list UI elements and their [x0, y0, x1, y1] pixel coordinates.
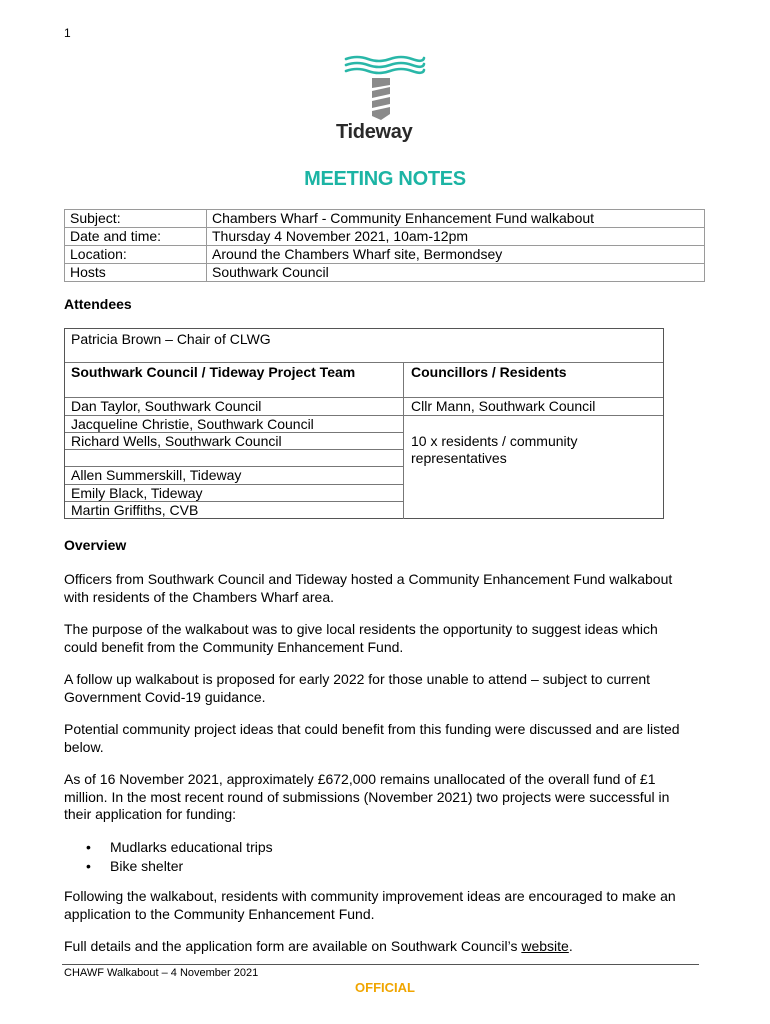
attendee-row: Richard Wells, Southwark Council — [71, 433, 282, 449]
overview-paragraph: The purpose of the walkabout was to give local residents the opportunity to suggest ideas which could benefit from the Community Enhancement Fund. — [64, 621, 658, 655]
residents-column-header: Councillors / Residents — [411, 364, 567, 380]
overview-paragraph: As of 16 November 2021, approximately £672,000 remains unallocated of the overall fund of £1 million. In the most recent round of submissions (November 2021) two projects were successful in their application for funding: — [64, 771, 670, 822]
hosts-value: Southwark Council — [207, 264, 705, 282]
overview-heading: Overview — [64, 537, 127, 553]
footer-divider — [62, 964, 699, 965]
divider — [404, 415, 663, 416]
team-column-header: Southwark Council / Tideway Project Team — [71, 364, 356, 380]
table-row — [65, 210, 705, 228]
chair-cell: Patricia Brown – Chair of CLWG — [71, 331, 271, 347]
location-label: Location: — [65, 246, 207, 264]
page-title: MEETING NOTES — [304, 168, 466, 190]
date-label: Date and time: — [65, 228, 207, 246]
location-value: Around the Chambers Wharf site, Bermondsey — [207, 246, 705, 264]
date-value: Thursday 4 November 2021, 10am-12pm — [207, 228, 705, 246]
subject-value: Chambers Wharf - Community Enhancement Fund walkabout — [207, 210, 705, 228]
website-link[interactable]: website — [521, 938, 569, 954]
column-divider — [403, 363, 404, 519]
closing-paragraph — [64, 938, 694, 956]
hosts-label: Hosts — [65, 264, 207, 282]
list-item: • Bike shelter — [64, 857, 273, 876]
overview-paragraph: A follow up walkabout is proposed for early 2022 for those unable to attend – subject to current Government Covid-19 guidance. — [64, 671, 651, 705]
attendee-row: Martin Griffiths, CVB — [71, 502, 199, 518]
attendee-row: Allen Summerskill, Tideway — [71, 467, 242, 483]
subject-label: Subject: — [65, 210, 207, 228]
attendees-table — [64, 328, 664, 519]
closing-text: Full details and the application form are available on Southwark Council’s — [64, 938, 522, 954]
residents-row-line1: 10 x residents / community — [411, 433, 578, 449]
overview-paragraph: Potential community project ideas that could benefit from this funding were discussed and are listed below. — [64, 721, 680, 755]
divider — [65, 449, 403, 450]
table-row — [65, 228, 705, 246]
footer-text: CHAWF Walkabout – 4 November 2021 — [64, 967, 259, 979]
meeting-details-table — [64, 209, 705, 282]
classification-label: OFFICIAL — [355, 980, 415, 995]
attendee-row: Dan Taylor, Southwark Council — [71, 398, 262, 414]
table-row — [65, 246, 705, 264]
drill-icon — [372, 78, 390, 120]
divider — [65, 362, 663, 363]
councillor-row: Cllr Mann, Southwark Council — [411, 398, 596, 414]
residents-row-line2: representatives — [411, 450, 507, 466]
closing-period: . — [568, 938, 573, 954]
attendees-heading: Attendees — [64, 296, 132, 312]
list-item: • Mudlarks educational trips — [64, 838, 273, 857]
funded-projects-list — [64, 838, 273, 876]
overview-paragraph: Officers from Southwark Council and Tideway hosted a Community Enhancement Fund walkabout with residents of the Chambers Wharf area. — [64, 571, 673, 605]
attendee-row: Jacqueline Christie, Southwark Council — [71, 416, 314, 432]
page-number: 1 — [64, 26, 71, 40]
attendee-row: Emily Black, Tideway — [71, 485, 203, 501]
table-row — [65, 264, 705, 282]
overview-paragraph: Following the walkabout, residents with community improvement ideas are encouraged to make an application to the Community Enhancement Fund. — [64, 888, 676, 922]
logo-wordmark: Tideway — [336, 121, 413, 143]
wave-icon — [346, 57, 424, 73]
